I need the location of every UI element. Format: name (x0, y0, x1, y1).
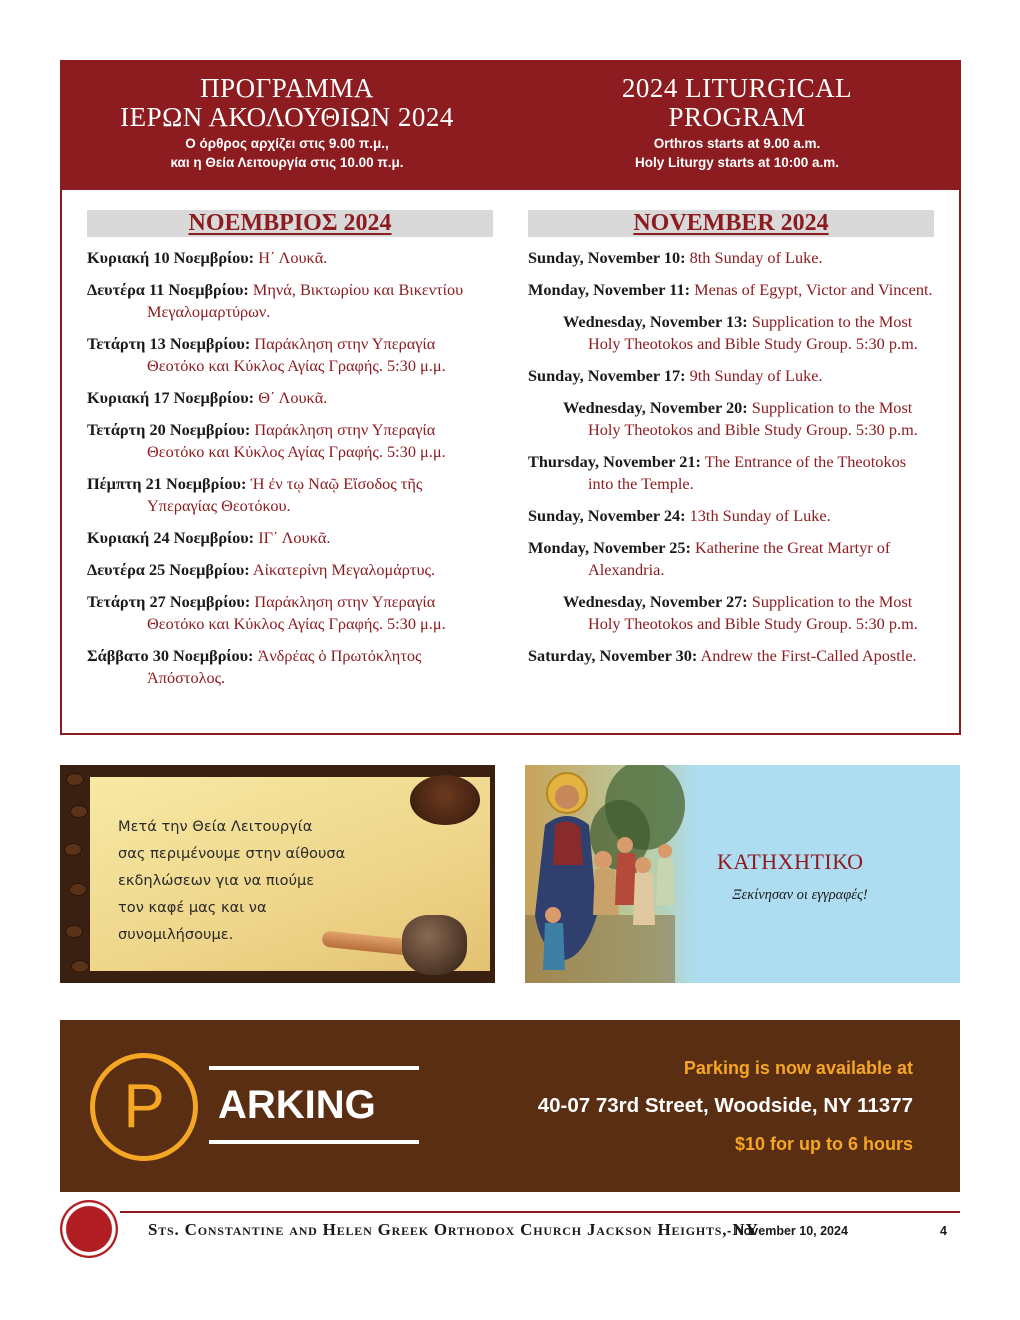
catechism-box (525, 765, 960, 983)
coffee-bean-decoration (69, 883, 87, 896)
english-title-line1: 2024 LITURGICAL (621, 73, 853, 103)
schedule-entry: Wednesday, November 13: Supplication to the Most Holy Theotokos and Bible Study Group. 5:30 p.m. (563, 312, 918, 353)
parking-price: $10 for up to 6 hours (734, 1134, 913, 1154)
liturgical-program (60, 60, 961, 735)
schedule-entry: Κυριακή 17 Νοεμβρίου: Θ΄ Λουκᾶ. (87, 388, 328, 407)
program-header (62, 62, 959, 190)
schedule-entry: Σάββατο 30 Νοεμβρίου: Ἀνδρέας ὁ Πρωτόκλητος Ἀπόστολος. (87, 646, 422, 687)
schedule-entry: Monday, November 11: Menas of Egypt, Victor and Vincent. (528, 280, 933, 299)
english-month-heading: NOVEMBER 2024 (528, 210, 934, 237)
schedule-entry: Κυριακή 24 Νοεμβρίου: ΙΓ΄ Λουκᾶ. (87, 528, 331, 547)
greek-subtitle-line1: Ο όρθρος αρχίζει στις 9.00 π.μ., (185, 136, 389, 151)
schedule-entry: Sunday, November 10: 8th Sunday of Luke. (528, 248, 823, 267)
briki-pot-icon (402, 915, 467, 975)
greek-title-line2: ΙΕΡΩΝ ΑΚΟΛΟΥΘΙΩΝ 2024 (120, 102, 454, 132)
greek-title-line1: ΠΡΟΓΡΑΜΜΑ (200, 73, 374, 103)
icon-painting (525, 765, 695, 983)
catechism-subtitle: Ξεκίνησαν οι εγγραφές! (732, 887, 868, 903)
page-number: 4 (940, 1224, 947, 1238)
english-title-line2: PROGRAM (668, 102, 806, 132)
english-header (512, 74, 962, 172)
schedule-entry: Saturday, November 30: Andrew the First-Called Apostle. (528, 646, 917, 665)
schedule-entry: Sunday, November 17: 9th Sunday of Luke. (528, 366, 823, 385)
greek-subtitle-line2: και η Θεία Λειτουργία στις 10.00 π.μ. (170, 155, 404, 170)
coffee-bean-decoration (71, 960, 89, 973)
schedule-entry: Sunday, November 24: 13th Sunday of Luke. (528, 506, 831, 525)
english-entry-list (528, 247, 934, 667)
greek-schedule (87, 210, 493, 699)
schedule-entry: Monday, November 25: Katherine the Great Martyr of Alexandria. (528, 538, 891, 579)
footer-date: - November 10, 2024 (727, 1224, 848, 1238)
parking-word: ARKING (218, 1083, 376, 1127)
coffee-bean-decoration (66, 773, 84, 786)
coffee-cup-icon (410, 775, 480, 825)
schedule-entry: Τετάρτη 13 Νοεμβρίου: Παράκληση στην Υπεραγία Θεοτόκο και Κύκλος Αγίας Γραφής. 5:30 μ.μ. (87, 334, 446, 375)
english-subtitle-line2: Holy Liturgy starts at 10:00 a.m. (634, 155, 840, 170)
coffee-hour-box (60, 765, 495, 983)
catechism-title: ΚΑΤΗΧΗΤΙΚΟ (717, 849, 864, 874)
greek-entry-list (87, 247, 493, 689)
coffee-bean-decoration (70, 805, 88, 818)
coffee-hour-text: Μετά την Θεία Λειτουργία σας περιμένουμε στην αίθουσα εκδηλώσεων για να πιούμε τον καφέ μας και να συνομιλήσουμε. (118, 818, 346, 943)
schedule-entry: Τετάρτη 27 Νοεμβρίου: Παράκληση στην Υπεραγία Θεοτόκο και Κύκλος Αγίας Γραφής. 5:30 μ.μ. (87, 592, 446, 633)
schedule-entry: Δευτέρα 11 Νοεμβρίου: Μηνά, Βικτωρίου και Βικεντίου Μεγαλομαρτύρων. (87, 280, 464, 321)
schedule-entry: Wednesday, November 27: Supplication to the Most Holy Theotokos and Bible Study Group. 5:30 p.m. (563, 592, 918, 633)
coffee-bean-decoration (64, 843, 82, 856)
greek-header (62, 74, 512, 172)
english-subtitle-line1: Orthros starts at 9.00 a.m. (653, 136, 821, 151)
parking-availability: Parking is now available at (683, 1058, 913, 1078)
coffee-bean-decoration (65, 925, 83, 938)
schedule-entry: Δευτέρα 25 Νοεμβρίου: Αἰκατερίνη Μεγαλομάρτυς. (87, 560, 436, 579)
schedule-entry: Thursday, November 21: The Entrance of the Theotokos into the Temple. (528, 452, 907, 493)
parking-address: 40-07 73rd Street, Woodside, NY 11377 (537, 1094, 913, 1117)
parking-bottom-rule (209, 1140, 419, 1144)
schedule-entry: Wednesday, November 20: Supplication to the Most Holy Theotokos and Bible Study Group. 5:30 p.m. (563, 398, 918, 439)
footer-rule (120, 1211, 960, 1213)
parking-p-icon: P (90, 1053, 198, 1161)
footer-church-name: Sts. Constantine and Helen Greek Orthodox Church Jackson Heights, NY (148, 1220, 759, 1239)
schedule-entry: Πέμπτη 21 Νοεμβρίου: Ἡ ἐν τῳ Ναῷ Εἴσοδος τῆς Υπεραγίας Θεοτόκου. (87, 474, 423, 515)
church-seal-icon (60, 1200, 118, 1258)
schedule-entry: Τετάρτη 20 Νοεμβρίου: Παράκληση στην Υπεραγία Θεοτόκο και Κύκλος Αγίας Γραφής. 5:30 μ.μ. (87, 420, 446, 461)
english-schedule (528, 210, 934, 677)
parking-top-rule (209, 1066, 419, 1070)
greek-month-heading: ΝΟΕΜΒΡΙΟΣ 2024 (87, 210, 493, 237)
parking-banner (60, 1020, 960, 1192)
schedule-entry: Κυριακή 10 Νοεμβρίου: Η΄ Λουκᾶ. (87, 248, 328, 267)
